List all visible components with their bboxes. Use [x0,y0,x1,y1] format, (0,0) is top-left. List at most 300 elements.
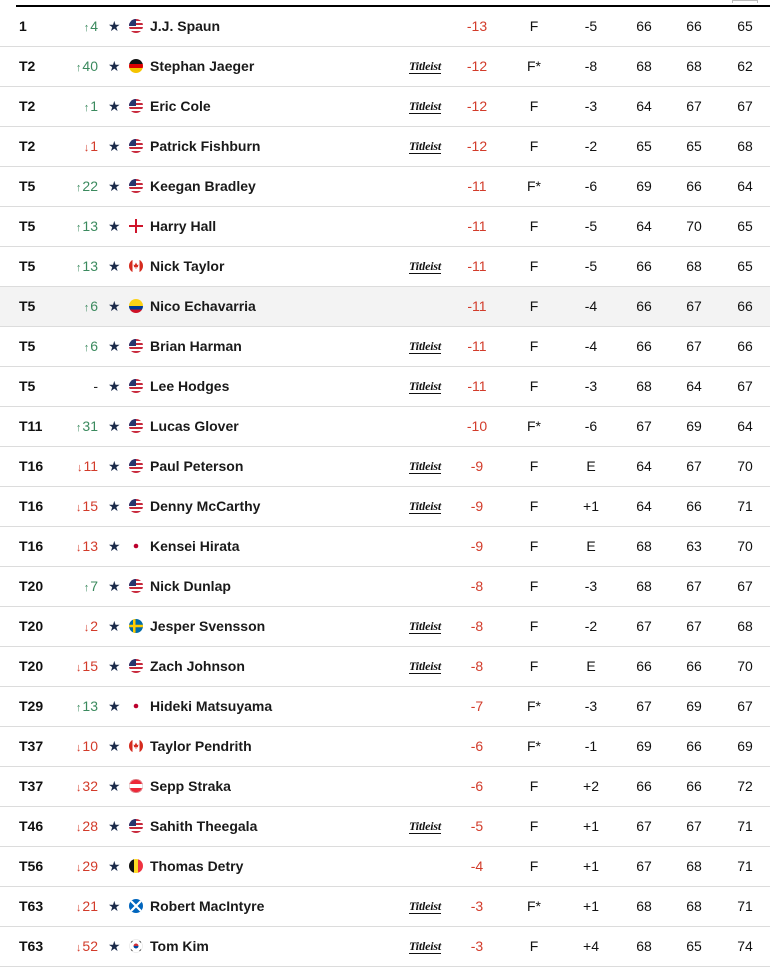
movement-value: 4 [90,18,98,34]
thru-cell: F* [527,898,541,914]
r2-cell: 67 [686,618,702,634]
favorite-star-icon[interactable]: ★ [108,418,121,434]
movement-indicator [66,367,98,406]
player-name-link[interactable]: Sahith Theegala [150,818,258,834]
position-cell: T11 [19,418,43,434]
r1-cell: 69 [636,738,652,754]
position-cell: T5 [19,178,36,194]
r2-cell: 67 [686,458,702,474]
r2-cell: 66 [686,498,702,514]
titleist-logo: Titleist [409,899,441,913]
total-score-cell: -11 [467,298,487,314]
movement-value: 15 [82,658,98,674]
titleist-logo: Titleist [409,619,441,633]
r3-cell: 71 [737,818,753,834]
r1-cell: 68 [636,538,652,554]
movement-indicator [66,607,98,646]
thru-cell: F [529,378,539,394]
r1-cell: 67 [636,818,652,834]
flag-usa-icon [129,579,143,593]
r2-cell: 67 [686,578,702,594]
arrow-down-icon: ↓ [75,862,82,874]
table-row[interactable] [0,687,770,727]
r1-cell: 64 [636,218,652,234]
total-score-cell: -8 [470,578,484,594]
thru-cell: F [529,618,539,634]
favorite-star-icon[interactable]: ★ [108,338,121,354]
player-name-link[interactable]: Nick Dunlap [150,578,231,594]
favorite-star-icon[interactable]: ★ [108,698,121,714]
arrow-up-icon: ↑ [83,102,90,114]
r2-cell: 68 [686,258,702,274]
titleist-logo: Titleist [409,459,441,473]
r1-cell: 66 [636,778,652,794]
r1-cell: 67 [636,618,652,634]
movement-value: 2 [90,618,98,634]
flag-belgium-icon [129,859,143,873]
favorite-star-icon[interactable]: ★ [108,138,121,154]
r3-cell: 74 [737,938,753,954]
arrow-down-icon: ↓ [75,822,82,834]
r3-cell: 64 [737,418,753,434]
r1-cell: 68 [636,898,652,914]
total-score-cell: -6 [470,778,484,794]
r3-cell: 71 [737,498,753,514]
total-score-cell: -12 [466,138,488,154]
position-cell: T37 [19,778,44,794]
position-cell: T63 [19,938,44,954]
table-row[interactable] [0,767,770,807]
table-row[interactable] [0,447,770,487]
player-name-link[interactable]: Sepp Straka [150,778,231,794]
player-name-link[interactable]: Patrick Fishburn [150,138,261,154]
player-name-link[interactable]: Nick Taylor [150,258,225,274]
position-cell: T20 [19,658,44,674]
flag-colombia-icon [129,299,143,313]
r2-cell: 66 [686,178,702,194]
thru-cell: F* [527,58,541,74]
movement-value: 6 [90,298,98,314]
table-row[interactable] [0,567,770,607]
favorite-star-icon[interactable]: ★ [108,658,121,674]
movement-value: 15 [82,498,98,514]
flag-usa-icon [129,339,143,353]
r1-cell: 64 [636,458,652,474]
player-name-link[interactable]: Robert MacIntyre [150,898,265,914]
flag-sweden-icon [129,619,143,633]
r2-cell: 67 [686,98,702,114]
arrow-up-icon: ↑ [75,62,82,74]
movement-value: 32 [82,778,98,794]
flag-usa-icon [129,459,143,473]
movement-value: 40 [82,58,98,74]
arrow-up-icon: ↑ [75,702,82,714]
titleist-logo: Titleist [409,139,441,153]
favorite-star-icon[interactable]: ★ [108,498,121,514]
movement-indicator [66,807,98,846]
player-name-link[interactable]: Zach Johnson [150,658,245,674]
arrow-down-icon: ↓ [75,902,82,914]
movement-indicator [66,47,98,86]
player-name-link[interactable]: Hideki Matsuyama [150,698,273,714]
r2-cell: 69 [686,418,702,434]
r1-cell: 66 [636,258,652,274]
r1-cell: 67 [636,418,652,434]
position-cell: T2 [19,138,36,154]
r3-cell: 68 [737,138,753,154]
player-name-link[interactable]: Thomas Detry [150,858,244,874]
r2-cell: 66 [686,738,702,754]
total-score-cell: -8 [470,618,484,634]
round-score-cell: -5 [584,18,598,34]
total-score-cell: -13 [466,18,488,34]
r1-cell: 68 [636,578,652,594]
player-name-link[interactable]: Denny McCarthy [150,498,261,514]
table-row[interactable] [0,7,770,47]
flag-germany-icon [129,59,143,73]
movement-value: - [93,378,98,394]
table-row[interactable] [0,47,770,87]
total-score-cell: -12 [466,98,488,114]
table-row[interactable] [0,87,770,127]
movement-value: 13 [82,258,98,274]
player-name-link[interactable]: Keegan Bradley [150,178,256,194]
total-score-cell: -8 [470,658,484,674]
flag-england-icon [129,219,143,233]
movement-indicator [66,767,98,806]
position-cell: T5 [19,378,36,394]
thru-cell: F [529,98,539,114]
r3-cell: 67 [737,578,753,594]
player-name-link[interactable]: Jesper Svensson [150,618,266,634]
flag-usa-icon [129,499,143,513]
total-score-cell: -11 [467,378,487,394]
total-score-cell: -11 [467,258,487,274]
favorite-star-icon[interactable]: ★ [108,538,121,554]
position-cell: T20 [19,578,44,594]
movement-indicator [66,327,98,366]
flag-canada-icon [129,259,143,273]
total-score-cell: -3 [470,938,484,954]
player-name-link[interactable]: Lucas Glover [150,418,239,434]
player-name-link[interactable]: Nico Echavarria [150,298,256,314]
table-row[interactable] [0,407,770,447]
thru-cell: F* [527,418,541,434]
player-name-link[interactable]: Harry Hall [150,218,217,234]
titleist-logo: Titleist [409,259,441,273]
flag-usa-icon [129,419,143,433]
titleist-logo: Titleist [409,499,441,513]
player-name-link[interactable]: Lee Hodges [150,378,230,394]
table-row[interactable] [0,207,770,247]
r2-cell: 67 [686,338,702,354]
r3-cell: 62 [737,58,753,74]
table-row[interactable] [0,247,770,287]
r1-cell: 65 [636,138,652,154]
flag-usa-icon [129,659,143,673]
arrow-down-icon: ↓ [83,622,90,634]
player-name-link[interactable]: Paul Peterson [150,458,244,474]
movement-indicator [66,927,98,966]
thru-cell: F [529,258,539,274]
movement-value: 1 [90,98,98,114]
movement-indicator [66,447,98,486]
position-cell: T37 [19,738,44,754]
flag-usa-icon [129,819,143,833]
favorite-star-icon[interactable]: ★ [108,618,121,634]
favorite-star-icon[interactable]: ★ [108,738,121,754]
flag-south-korea-icon [129,939,143,953]
flag-usa-icon [129,99,143,113]
total-score-cell: -7 [470,698,484,714]
thru-cell: F [529,138,539,154]
r2-cell: 65 [686,938,702,954]
position-cell: 1 [19,18,27,34]
header-cell-fragment [732,0,758,3]
movement-indicator [66,247,98,286]
table-row[interactable] [0,727,770,767]
arrow-up-icon: ↑ [75,262,82,274]
r3-cell: 65 [737,218,753,234]
titleist-logo: Titleist [409,99,441,113]
flag-scotland-icon [129,899,143,913]
player-name-link[interactable]: Taylor Pendrith [150,738,252,754]
titleist-logo: Titleist [409,59,441,73]
table-row[interactable] [0,647,770,687]
favorite-star-icon[interactable]: ★ [108,898,121,914]
total-score-cell: -5 [470,818,484,834]
favorite-star-icon[interactable]: ★ [108,778,121,794]
round-score-cell: +2 [583,778,599,794]
player-name-link[interactable]: Tom Kim [150,938,209,954]
movement-value: 22 [82,178,98,194]
player-name-link[interactable]: Brian Harman [150,338,242,354]
thru-cell: F [529,818,539,834]
favorite-star-icon[interactable]: ★ [108,58,121,74]
movement-indicator [66,407,98,446]
favorite-star-icon[interactable]: ★ [108,218,121,234]
r2-cell: 65 [686,138,702,154]
favorite-star-icon[interactable]: ★ [108,298,121,314]
movement-value: 13 [82,538,98,554]
r3-cell: 67 [737,98,753,114]
titleist-logo: Titleist [409,659,441,673]
round-score-cell: -8 [584,58,598,74]
thru-cell: F [529,18,539,34]
movement-value: 13 [82,218,98,234]
total-score-cell: -3 [470,898,484,914]
flag-japan-icon [129,539,143,553]
flag-usa-icon [129,179,143,193]
movement-value: 6 [90,338,98,354]
r2-cell: 69 [686,698,702,714]
r1-cell: 66 [636,18,652,34]
round-score-cell: -2 [584,138,598,154]
position-cell: T5 [19,258,36,274]
player-name-link[interactable]: Eric Cole [150,98,211,114]
round-score-cell: +1 [583,818,599,834]
arrow-up-icon: ↑ [83,302,90,314]
table-row[interactable] [0,887,770,927]
movement-indicator [66,207,98,246]
position-cell: T56 [19,858,44,874]
round-score-cell: -6 [584,418,598,434]
table-row[interactable] [0,807,770,847]
r1-cell: 64 [636,498,652,514]
favorite-star-icon[interactable]: ★ [108,938,121,954]
leaderboard-table [0,7,770,967]
arrow-up-icon: ↑ [83,582,90,594]
total-score-cell: -4 [470,858,484,874]
r2-cell: 66 [686,658,702,674]
r2-cell: 68 [686,58,702,74]
titleist-logo: Titleist [409,339,441,353]
favorite-star-icon[interactable]: ★ [108,378,121,394]
r2-cell: 67 [686,818,702,834]
round-score-cell: E [586,658,596,674]
player-name-link[interactable]: Kensei Hirata [150,538,240,554]
position-cell: T46 [19,818,44,834]
round-score-cell: -3 [584,378,598,394]
movement-indicator [66,127,98,166]
total-score-cell: -11 [467,178,487,194]
r1-cell: 66 [636,658,652,674]
r3-cell: 65 [737,18,753,34]
position-cell: T16 [19,498,44,514]
thru-cell: F [529,298,539,314]
titleist-logo: Titleist [409,939,441,953]
thru-cell: F [529,938,539,954]
table-row[interactable] [0,367,770,407]
thru-cell: F [529,498,539,514]
position-cell: T2 [19,58,36,74]
table-row[interactable] [0,487,770,527]
movement-value: 21 [82,898,98,914]
flag-usa-icon [129,379,143,393]
arrow-down-icon: ↓ [75,782,82,794]
round-score-cell: E [586,538,596,554]
table-row[interactable] [0,847,770,887]
arrow-down-icon: ↓ [75,662,82,674]
thru-cell: F* [527,698,541,714]
position-cell: T16 [19,458,44,474]
favorite-star-icon[interactable]: ★ [108,258,121,274]
round-score-cell: -4 [584,338,598,354]
total-score-cell: -9 [470,498,484,514]
table-row[interactable] [0,127,770,167]
r3-cell: 66 [737,298,753,314]
titleist-logo: Titleist [409,819,441,833]
movement-indicator [66,167,98,206]
round-score-cell: +1 [583,898,599,914]
r3-cell: 64 [737,178,753,194]
r1-cell: 69 [636,178,652,194]
r3-cell: 68 [737,618,753,634]
r2-cell: 64 [686,378,702,394]
round-score-cell: E [586,458,596,474]
position-cell: T29 [19,698,44,714]
total-score-cell: -11 [467,338,487,354]
total-score-cell: -6 [470,738,484,754]
movement-indicator [66,687,98,726]
thru-cell: F [529,458,539,474]
favorite-star-icon[interactable]: ★ [108,178,121,194]
movement-indicator [66,647,98,686]
arrow-down-icon: ↓ [75,542,82,554]
r2-cell: 67 [686,298,702,314]
round-score-cell: -4 [584,298,598,314]
r2-cell: 68 [686,858,702,874]
round-score-cell: -1 [584,738,598,754]
r3-cell: 69 [737,738,753,754]
r2-cell: 66 [686,778,702,794]
favorite-star-icon[interactable]: ★ [108,458,121,474]
arrow-up-icon: ↑ [75,422,82,434]
r1-cell: 67 [636,698,652,714]
movement-indicator [66,287,98,326]
favorite-star-icon[interactable]: ★ [108,858,121,874]
player-name-link[interactable]: Stephan Jaeger [150,58,255,74]
table-row[interactable] [0,607,770,647]
movement-indicator [66,87,98,126]
thru-cell: F* [527,178,541,194]
round-score-cell: -6 [584,178,598,194]
r1-cell: 66 [636,338,652,354]
favorite-star-icon[interactable]: ★ [108,818,121,834]
movement-indicator [66,527,98,566]
arrow-up-icon: ↑ [75,182,82,194]
table-row[interactable] [0,927,770,967]
round-score-cell: -5 [584,218,598,234]
movement-indicator [66,487,98,526]
table-row[interactable] [0,327,770,367]
arrow-up-icon: ↑ [83,22,90,34]
movement-indicator [66,7,98,46]
table-row[interactable] [0,167,770,207]
movement-value: 31 [82,418,98,434]
total-score-cell: -10 [466,418,488,434]
favorite-star-icon[interactable]: ★ [108,18,121,34]
table-row[interactable] [0,527,770,567]
total-score-cell: -9 [470,538,484,554]
r2-cell: 66 [686,18,702,34]
movement-indicator [66,567,98,606]
favorite-star-icon[interactable]: ★ [108,578,121,594]
movement-value: 7 [90,578,98,594]
movement-value: 13 [82,698,98,714]
r3-cell: 67 [737,698,753,714]
arrow-down-icon: ↓ [83,142,90,154]
r3-cell: 67 [737,378,753,394]
round-score-cell: +4 [583,938,599,954]
round-score-cell: +1 [583,858,599,874]
r1-cell: 66 [636,298,652,314]
movement-indicator [66,887,98,926]
position-cell: T63 [19,898,44,914]
total-score-cell: -11 [467,218,487,234]
r1-cell: 67 [636,858,652,874]
player-name-link[interactable]: J.J. Spaun [150,18,221,34]
table-row[interactable] [0,287,770,327]
arrow-down-icon: ↓ [75,502,82,514]
r3-cell: 66 [737,338,753,354]
movement-indicator [66,727,98,766]
favorite-star-icon[interactable]: ★ [108,98,121,114]
position-cell: T20 [19,618,44,634]
thru-cell: F [529,778,539,794]
flag-japan-icon [129,699,143,713]
position-cell: T5 [19,338,36,354]
